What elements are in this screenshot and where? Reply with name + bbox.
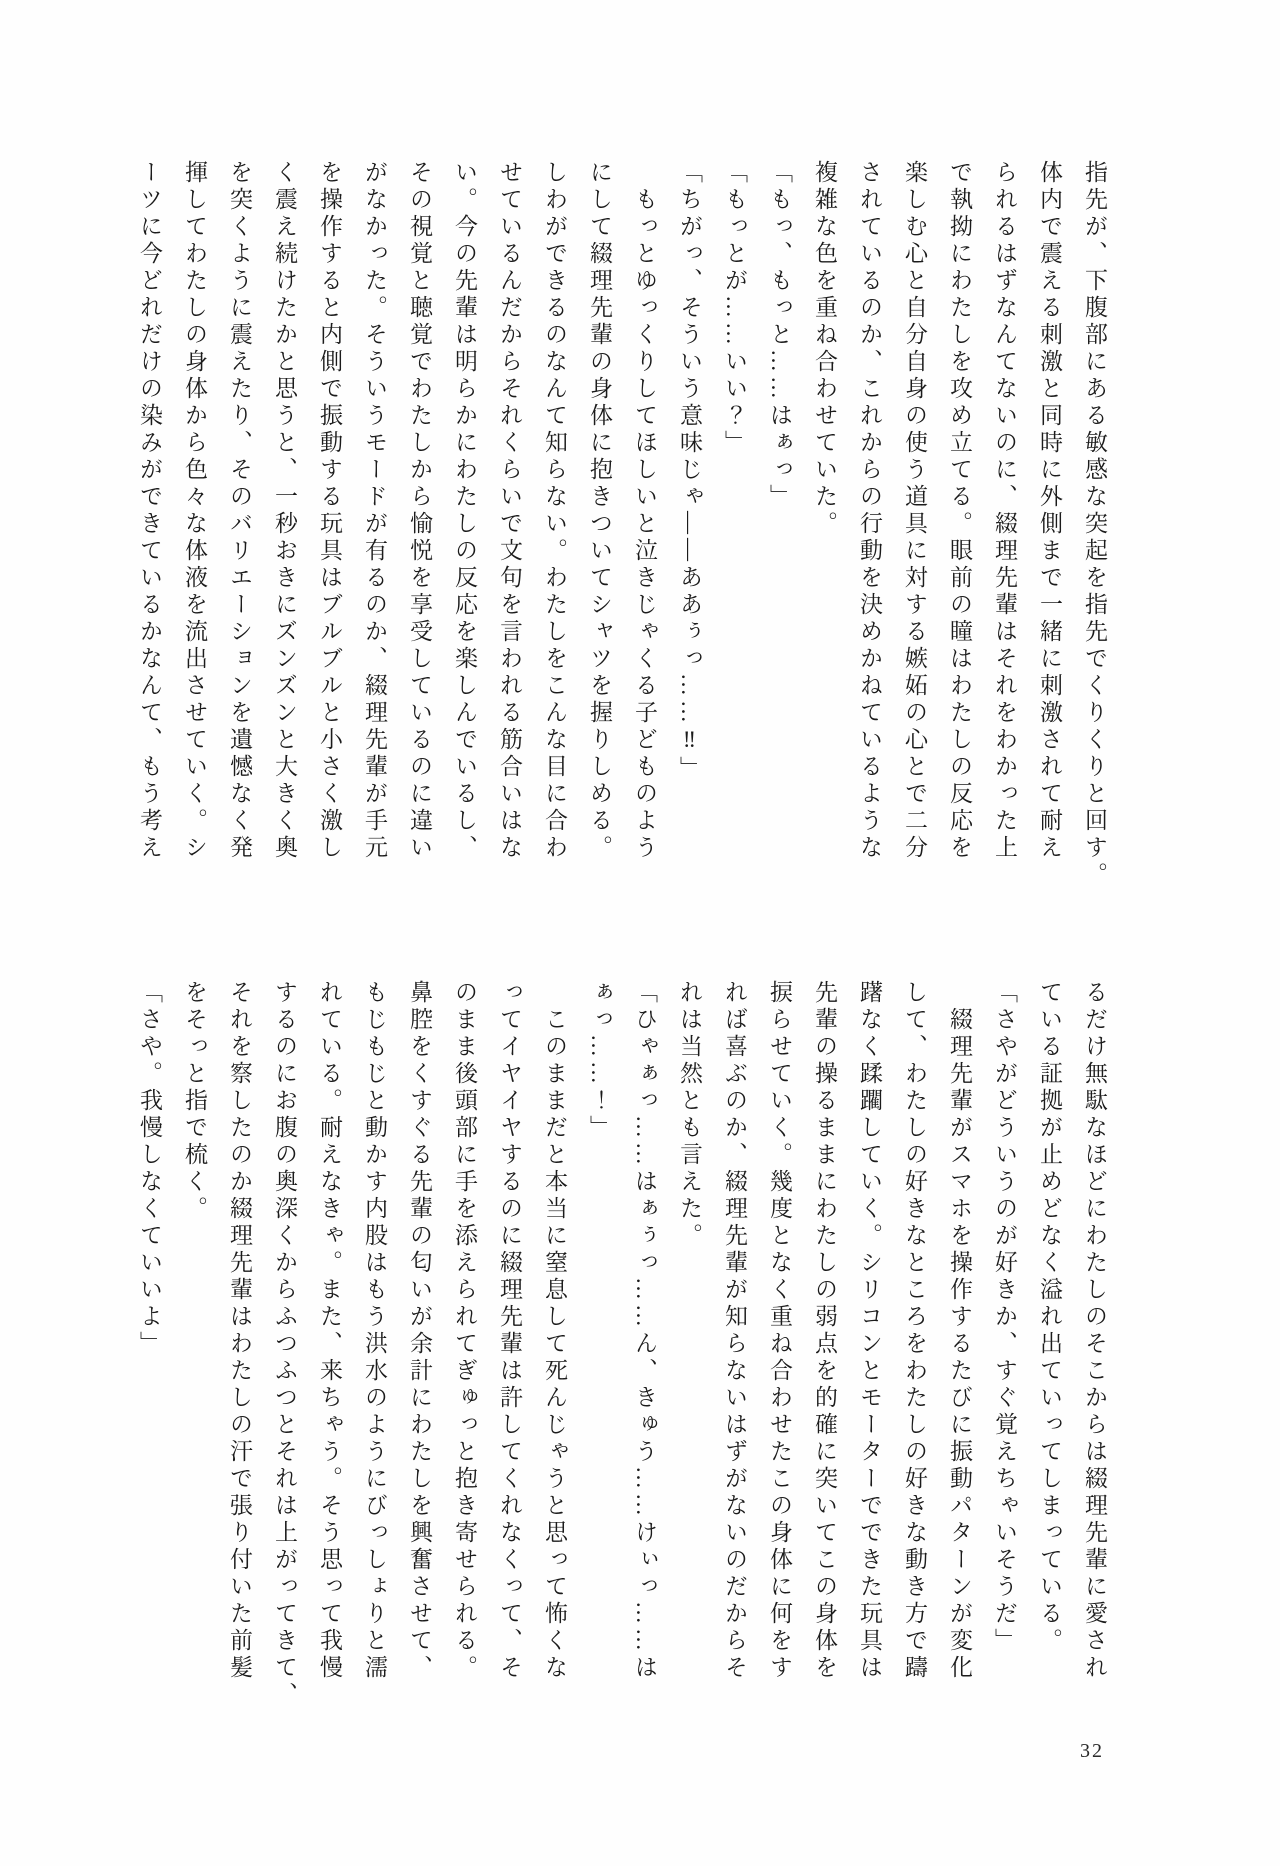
text-line: 捩らせていく。幾度となく重ね合わせたこの身体に何をす	[767, 980, 792, 1682]
text-line: にして綴理先輩の身体に抱きついてシャツを握りしめる。	[587, 160, 612, 862]
text-line: がなかった。そういうモードが有るのか、綴理先輩が手元	[362, 160, 387, 862]
text-line: その視覚と聴覚でわたしから愉悦を享受しているのに違い	[407, 160, 432, 862]
text-line-dialogue: 「さや。我慢しなくていいよ」	[137, 980, 162, 1358]
text-line: れは当然とも言えた。	[677, 980, 702, 1250]
text-line: 綴理先輩がスマホを操作するたびに振動パターンが変化	[947, 980, 972, 1682]
text-line-dialogue: 「もっ、もっと……はぁっ」	[767, 160, 792, 511]
text-line: ている証拠が止めどなく溢れ出ていってしまっている。	[1037, 980, 1062, 1655]
text-block-top	[127, 160, 1117, 892]
text-line: 先輩の操るままにわたしの弱点を的確に突いてこの身体を	[812, 980, 837, 1682]
text-line: く震え続けたかと思うと、一秒おきにズンズンと大きく奥	[272, 160, 297, 862]
text-line: 鼻腔をくすぐる先輩の匂いが余計にわたしを興奮させて、	[407, 980, 432, 1682]
text-line: それを察したのか綴理先輩はわたしの汗で張り付いた前髪	[227, 980, 252, 1682]
text-line-dialogue: 「さやがどういうのが好きか、すぐ覚えちゃいそうだ」	[992, 980, 1017, 1655]
text-line-dialogue: 「もっとが……いい？」	[722, 160, 747, 457]
text-line: られるはずなんてないのに、綴理先輩はそれをわかった上	[992, 160, 1017, 862]
text-line: ってイヤイヤするのに綴理先輩は許してくれなくって、そ	[497, 980, 522, 1682]
text-line: 指先が、下腹部にある敏感な突起を指先でくりくりと回す。	[1082, 160, 1107, 889]
text-line: もじもじと動かす内股はもう洪水のようにびっしょりと濡	[362, 980, 387, 1682]
text-line: しわができるのなんて知らない。わたしをこんな目に合わ	[542, 160, 567, 862]
text-line: ーツに今どれだけの染みができているかなんて、もう考え	[137, 160, 162, 862]
text-line-dialogue: 「ひゃぁっ……はぁぅっ……ん、きゅう……けぃっ……は	[632, 980, 657, 1682]
text-line: 複雑な色を重ね合わせていた。	[812, 160, 837, 538]
text-line: い。今の先輩は明らかにわたしの反応を楽しんでいるし、	[452, 160, 477, 862]
text-line-dialogue: 「ちがっ、そういう意味じゃ——ああぅっ……‼」	[677, 160, 702, 783]
text-line: をそっと指で梳く。	[182, 980, 207, 1223]
text-line: 躇なく蹂躙していく。シリコンとモーターでできた玩具は	[857, 980, 882, 1682]
text-line: を突くように震えたり、そのバリエーションを遺憾なく発	[227, 160, 252, 862]
text-line: されているのか、これからの行動を決めかねているような	[857, 160, 882, 862]
text-line: するのにお腹の奥深くからふつふつとそれは上がってきて、	[272, 980, 297, 1709]
text-line: れば喜ぶのか、綴理先輩が知らないはずがないのだからそ	[722, 980, 747, 1682]
text-line: のまま後頭部に手を添えられてぎゅっと抱き寄せられる。	[452, 980, 477, 1682]
text-line: もっとゆっくりしてほしいと泣きじゃくる子どものよう	[632, 160, 657, 862]
text-line: 体内で震える刺激と同時に外側まで一緒に刺激されて耐え	[1037, 160, 1062, 862]
text-block-bottom	[127, 980, 1117, 1712]
text-line: 楽しむ心と自分自身の使う道具に対する嫉妬の心とで二分	[902, 160, 927, 862]
text-line: を操作すると内側で振動する玩具はブルブルと小さく激し	[317, 160, 342, 862]
text-line-dialogue: ぁっ……！」	[587, 980, 612, 1142]
text-line: るだけ無駄なほどにわたしのそこからは綴理先輩に愛され	[1082, 980, 1107, 1682]
page-number: 32	[1080, 1740, 1104, 1762]
text-line: せているんだからそれくらいで文句を言われる筋合いはな	[497, 160, 522, 862]
text-line: このままだと本当に窒息して死んじゃうと思って怖くな	[542, 980, 567, 1682]
text-line: れている。耐えなきゃ。また、来ちゃう。そう思って我慢	[317, 980, 342, 1682]
text-line: して、わたしの好きなところをわたしの好きな動き方で躊	[902, 980, 927, 1682]
text-line: 揮してわたしの身体から色々な体液を流出させていく。シ	[182, 160, 207, 862]
text-line: で執拗にわたしを攻め立てる。眼前の瞳はわたしの反応を	[947, 160, 972, 862]
